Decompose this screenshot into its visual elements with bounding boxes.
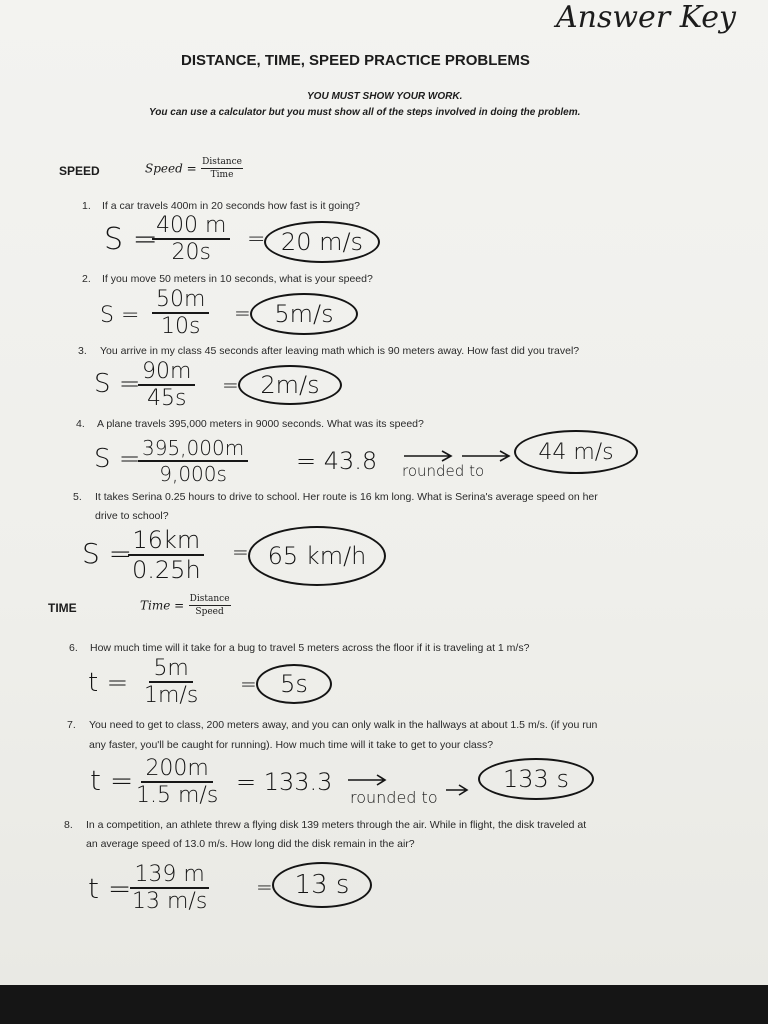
problem-1-variable: S = (104, 222, 158, 257)
problem-3-numerator: 90m (138, 359, 195, 386)
problem-2-denominator: 10s (160, 314, 201, 339)
problem-1-text: If a car travels 400m in 20 seconds how fast is it going? (102, 200, 360, 212)
answer-key-heading: Answer Key (556, 0, 736, 35)
problem-2-fraction (152, 287, 209, 339)
problem-2-answer: 5m/s (274, 300, 334, 328)
problem-5-answer-circle (248, 526, 386, 586)
problem-4-denominator: 9,000s (159, 462, 227, 486)
problem-8-text-line1: In a competition, an athlete threw a flying disk 139 meters through the air. While in flight, the disk traveled at (86, 819, 587, 831)
problem-4-text: A plane travels 395,000 meters in 9000 seconds. What was its speed? (97, 418, 424, 430)
problem-1-answer: 20 m/s (280, 228, 364, 256)
problem-7-numerator: 200m (141, 756, 212, 783)
problem-8-answer-circle (272, 862, 372, 908)
problem-7-text-line2: any faster, you'll be caught for running). How much time will it take to get to your class? (89, 739, 494, 751)
problem-1-equals: = (247, 227, 266, 252)
problem-8-number: 8. (64, 819, 73, 831)
problem-4-number: 4. (76, 418, 85, 430)
problem-5-text-line2: drive to school? (95, 510, 169, 522)
problem-2-equals: = (234, 301, 251, 325)
problem-1-answer-circle (264, 221, 380, 263)
problem-5-fraction (128, 526, 205, 584)
problem-3-answer: 2m/s (260, 371, 320, 399)
problem-2-numerator: 50m (152, 287, 209, 314)
problem-5-answer: 65 km/h (267, 542, 367, 570)
problem-8-answer: 13 s (294, 870, 350, 900)
desk-background (0, 985, 768, 1024)
time-section-label: TIME (48, 601, 77, 615)
problem-4-fraction (138, 436, 248, 486)
problem-2-variable: S = (100, 303, 140, 328)
speed-formula (145, 157, 243, 180)
problem-4-answer-circle (514, 430, 638, 474)
problem-6-text: How much time will it take for a bug to travel 5 meters across the floor if it is traveling at 1 m/s? (90, 642, 530, 654)
problem-7-number: 7. (67, 719, 76, 731)
problem-7-answer: 133 s (503, 765, 569, 793)
problem-6-variable: t = (88, 668, 129, 698)
problem-8-text-line2: an average speed of 13.0 m/s. How long did the disk remain in the air? (86, 838, 415, 850)
problem-5-numerator: 16km (128, 526, 204, 556)
problem-7-rounded-note: rounded to (350, 788, 438, 807)
problem-6-numerator: 5m (149, 656, 192, 683)
problem-7-intermediate-result: = 133.3 (236, 768, 333, 796)
problem-6-fraction (140, 656, 202, 708)
problem-1-denominator: 20s (171, 240, 211, 265)
speed-formula-lhs: Speed = (145, 161, 197, 176)
problem-3-denominator: 45s (146, 386, 187, 411)
problem-2-answer-circle (250, 293, 358, 335)
problem-7-variable: t = (90, 764, 134, 797)
problem-6-number: 6. (69, 642, 78, 654)
problem-5-equals: = (232, 540, 249, 564)
problem-3-fraction (138, 359, 195, 411)
problem-4-numerator: 395,000m (138, 436, 248, 462)
time-formula (140, 594, 231, 617)
problem-7-denominator: 1.5 m/s (136, 783, 219, 808)
speed-formula-numerator: Distance (202, 157, 242, 167)
time-formula-denominator: Speed (195, 607, 224, 617)
problem-3-number: 3. (78, 345, 87, 357)
problem-2-text: If you move 50 meters in 10 seconds, what is your speed? (102, 273, 373, 285)
problem-6-equals: = (240, 672, 257, 696)
time-formula-lhs: Time = (140, 598, 185, 613)
problem-8-denominator: 13 m/s (132, 889, 208, 914)
problem-4-answer: 44 m/s (538, 439, 614, 465)
problem-1-number: 1. (82, 200, 91, 212)
problem-5-text-line1: It takes Serina 0.25 hours to drive to school. Her route is 16 km long. What is Serina's average speed on her (95, 491, 598, 503)
problem-7-text-line1: You need to get to class, 200 meters away, and you can only walk in the hallways at about 1.5 m/s. (if you run (89, 719, 598, 731)
problem-8-numerator: 139 m (130, 862, 208, 889)
problem-4-intermediate-result: = 43.8 (296, 447, 378, 475)
time-formula-fraction (189, 594, 231, 617)
problem-1-fraction (152, 213, 230, 265)
problem-3-answer-circle (238, 365, 342, 405)
problem-4-variable: S = (94, 444, 141, 474)
problem-5-number: 5. (73, 491, 82, 503)
time-formula-numerator: Distance (189, 594, 230, 604)
problem-3-variable: S = (94, 369, 141, 399)
problem-2-number: 2. (82, 273, 91, 285)
problem-8-equals: = (256, 875, 273, 899)
speed-formula-fraction (201, 157, 243, 180)
speed-formula-denominator: Time (210, 170, 234, 180)
problem-4-rounded-note: rounded to (402, 462, 485, 480)
problem-3-equals: = (222, 373, 239, 397)
problem-5-variable: S = (82, 537, 133, 570)
problem-5-denominator: 0.25h (132, 556, 201, 584)
instruction-calculator: You can use a calculator but you must show all of the steps involved in doing the problem. (149, 107, 581, 118)
problem-8-variable: t = (88, 872, 132, 905)
problem-8-fraction (128, 862, 211, 914)
speed-section-label: SPEED (59, 164, 100, 178)
problem-7-answer-circle (478, 758, 594, 800)
problem-3-text: You arrive in my class 45 seconds after leaving math which is 90 meters away. How fast did you travel? (100, 345, 580, 357)
instruction-show-work: YOU MUST SHOW YOUR WORK. (307, 91, 463, 102)
problem-6-answer-circle (256, 664, 332, 704)
problem-7-fraction (132, 756, 222, 808)
problem-6-answer: 5s (280, 670, 308, 698)
problem-6-denominator: 1m/s (144, 683, 199, 708)
worksheet-title: DISTANCE, TIME, SPEED PRACTICE PROBLEMS (181, 52, 530, 69)
problem-1-numerator: 400 m (152, 213, 230, 240)
